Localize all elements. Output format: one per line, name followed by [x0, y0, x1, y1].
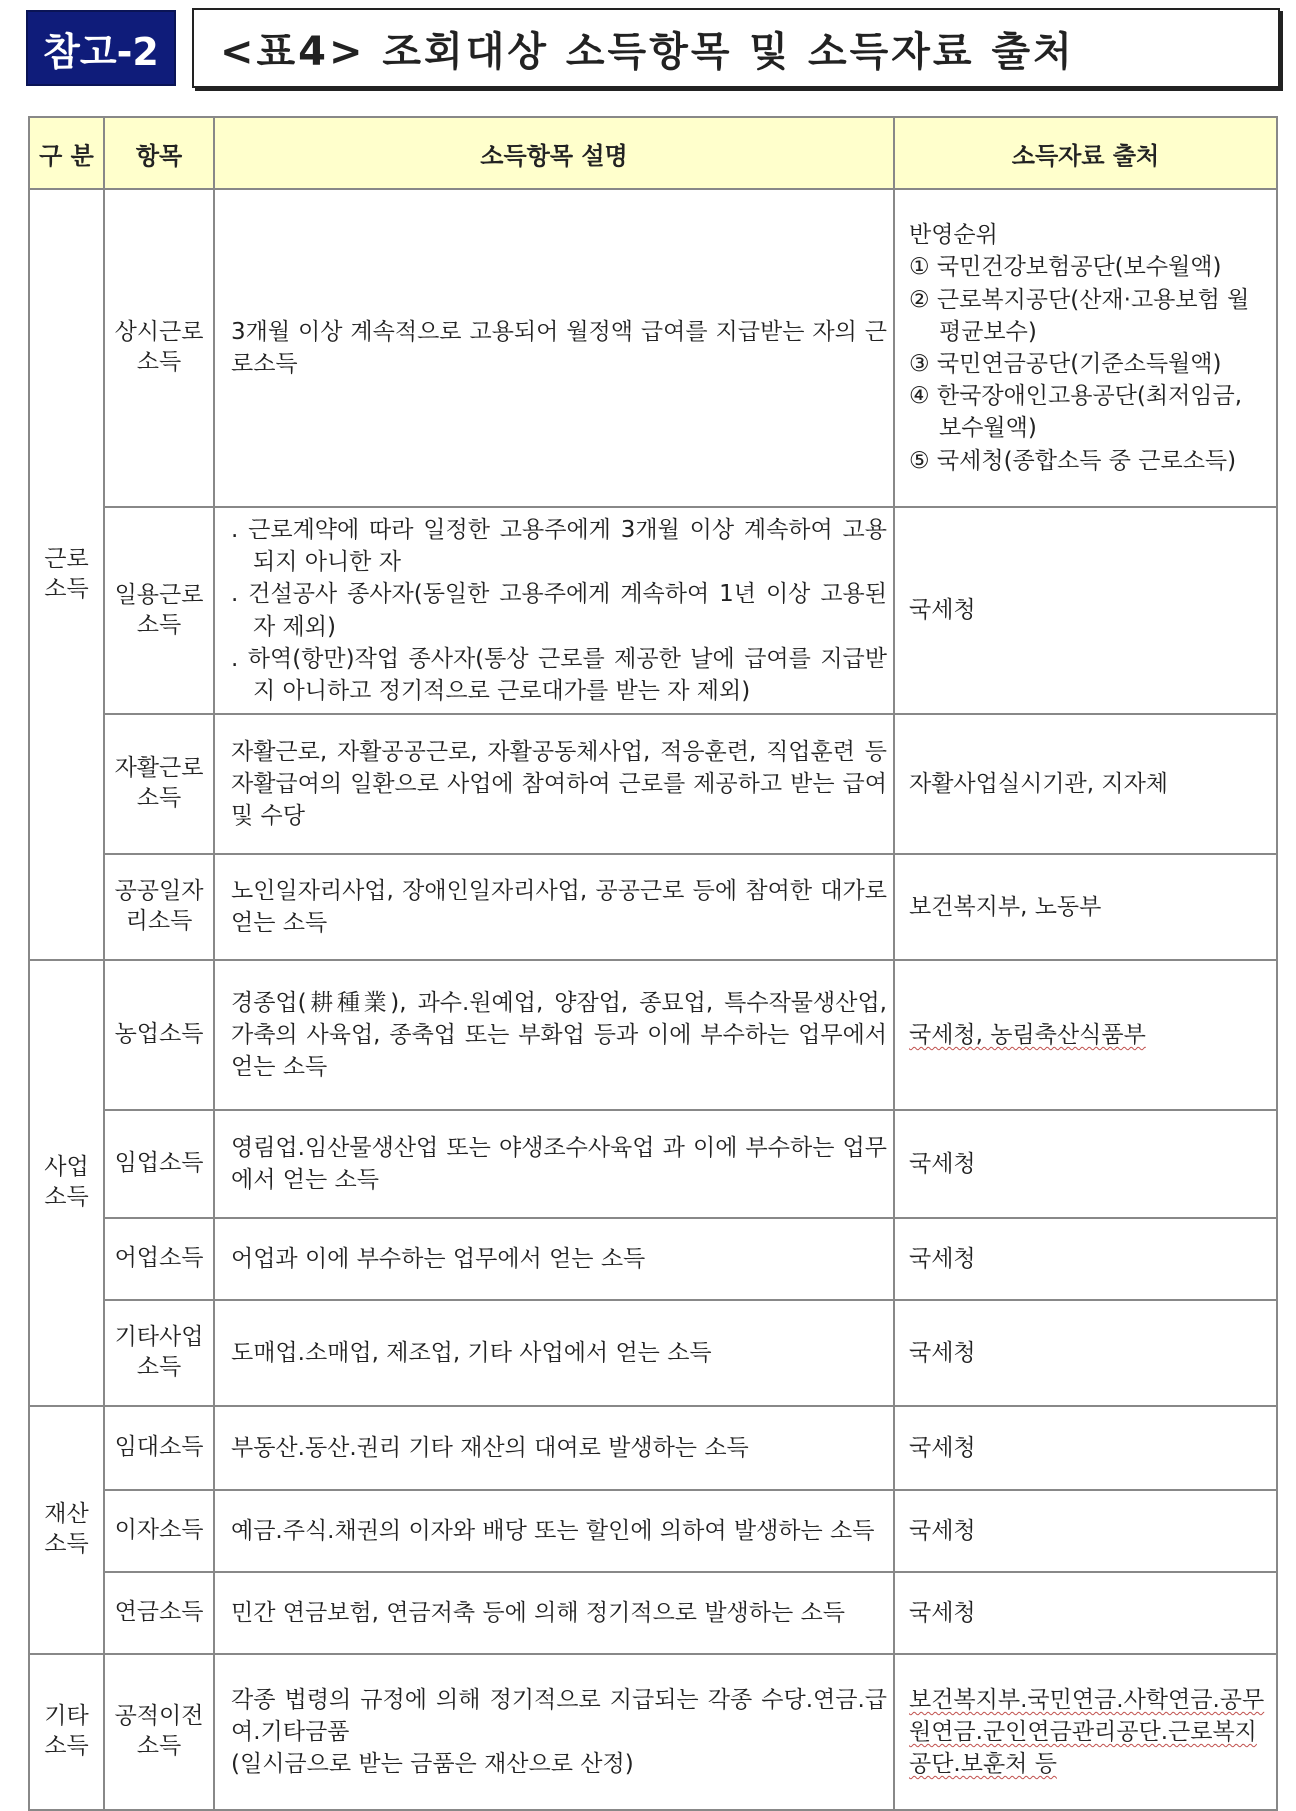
description-cell [214, 1110, 894, 1218]
table-header-row [29, 117, 1277, 189]
item-label: 자활근로 소득 [114, 755, 204, 812]
description-cell [214, 854, 894, 960]
category-label: 근로 소득 [44, 545, 89, 602]
description-note: (일시금으로 받는 금품은 재산으로 산정) [231, 1751, 634, 1778]
category-label: 재산 소득 [44, 1501, 89, 1558]
description-text: 민간 연금보험, 연금저축 등에 의해 정기적으로 발생하는 소득 [231, 1600, 845, 1627]
source-text: 국세청 [909, 1600, 976, 1627]
category-cell [29, 1654, 104, 1810]
source-priority-title: 반영순위 [909, 222, 998, 249]
item-cell [104, 714, 214, 854]
source-cell [894, 1300, 1277, 1406]
description-cell [214, 507, 894, 714]
table-row [29, 1300, 1277, 1406]
source-list-item: ① 국민건강보험공단(보수월액) [909, 254, 1222, 281]
description-cell [214, 960, 894, 1110]
category-label: 사업 소득 [44, 1154, 89, 1211]
source-list-item: ③ 국민연금공단(기준소득월액) [909, 351, 1222, 377]
item-cell [104, 1654, 214, 1810]
source-cell [894, 507, 1277, 714]
table-row [29, 1654, 1277, 1810]
description-text: 노인일자리사업, 장애인일자리사업, 공공근로 등에 참여한 대가로 얻는 소득 [231, 877, 887, 937]
source-cell [894, 189, 1277, 507]
description-text: 도매업.소매업, 제조업, 기타 사업에서 얻는 소득 [231, 1340, 712, 1367]
source-cell [894, 1110, 1277, 1218]
table-row [29, 1218, 1277, 1300]
item-cell [104, 507, 214, 714]
source-cell [894, 1572, 1277, 1654]
item-cell [104, 1572, 214, 1654]
description-cell [214, 1572, 894, 1654]
item-label: 임대소득 [114, 1434, 204, 1461]
income-source-table [28, 116, 1278, 1811]
item-label: 이자소득 [114, 1517, 204, 1544]
description-text: 어업과 이에 부수하는 업무에서 얻는 소득 [231, 1246, 646, 1273]
description-text: 각종 법령의 규정에 의해 정기적으로 지급되는 각종 수당.연금.급여.기타금품 [231, 1686, 887, 1746]
item-cell [104, 1406, 214, 1490]
item-label: 상시근로 소득 [114, 319, 204, 375]
table-row [29, 854, 1277, 960]
source-list-item: ④ 한국장애인고용공단(최저임금, 보수월액) [909, 383, 1243, 442]
item-label: 농업소득 [114, 1021, 204, 1048]
description-cell [214, 1300, 894, 1406]
description-text: 경종업(耕種業), 과수.원예업, 양잠업, 종묘업, 특수작물생산업, 가축의 사육업, 종축업 또는 부화업 등과 이에 부수하는 업무에서 얻는 소득 [231, 989, 887, 1081]
item-label: 공공일자 리소득 [114, 878, 204, 935]
description-cell [214, 714, 894, 854]
source-cell [894, 1406, 1277, 1490]
item-cell [104, 960, 214, 1110]
table-row [29, 1572, 1277, 1654]
source-cell [894, 960, 1277, 1110]
item-cell [104, 1218, 214, 1300]
reference-badge: 참고-2 [26, 10, 176, 86]
table-row [29, 960, 1277, 1110]
source-list-item: ② 근로복지공단(산재·고용보험 월평균보수) [909, 286, 1250, 345]
header-item: 항목 [104, 117, 214, 189]
source-text: 보건복지부.국민연금.사학연금.공무원연금.군인연금관리공단.근로복지공단.보훈처 등 [909, 1686, 1265, 1778]
source-text: 국세청 [909, 1518, 976, 1545]
description-text: 3개월 이상 계속적으로 고용되어 월정액 급여를 지급받는 자의 근로소득 [231, 318, 887, 377]
item-cell [104, 1300, 214, 1406]
description-text: 영림업.임산물생산업 또는 야생조수사육업 과 이에 부수하는 업무에서 얻는 소득 [231, 1134, 887, 1194]
description-text: 예금.주식.채권의 이자와 배당 또는 할인에 의하여 발생하는 소득 [231, 1518, 875, 1545]
item-cell [104, 1110, 214, 1218]
header-description: 소득항목 설명 [214, 117, 894, 189]
item-label: 어업소득 [114, 1245, 204, 1272]
table-row [29, 189, 1277, 507]
description-bullet: . 건설공사 종사자(동일한 고용주에게 계속하여 1년 이상 고용된 자 제외) [231, 581, 887, 640]
category-cell [29, 1406, 104, 1654]
description-cell [214, 1218, 894, 1300]
table-row [29, 1490, 1277, 1572]
source-cell [894, 714, 1277, 854]
item-label: 일용근로 소득 [114, 581, 204, 638]
source-text: 국세청 [909, 1435, 976, 1462]
header-category: 구 분 [29, 117, 104, 189]
header-source: 소득자료 출처 [894, 117, 1277, 189]
description-bullet: . 하역(항만)작업 종사자(통상 근로를 제공한 날에 급여를 지급받지 아니하고 정기적으로 근로대가를 받는 자 제외) [231, 645, 887, 704]
description-bullet: . 근로계약에 따라 일정한 고용주에게 3개월 이상 계속하여 고용되지 아니한 자 [231, 517, 887, 576]
source-text: 국세청 [909, 597, 976, 624]
item-label: 임업소득 [114, 1150, 204, 1177]
source-list-item: ⑤ 국세청(종합소득 중 근로소득) [909, 447, 1237, 474]
source-text: 보건복지부, 노동부 [909, 894, 1102, 921]
source-text: 국세청 [909, 1340, 976, 1367]
table-row [29, 507, 1277, 714]
source-cell [894, 1654, 1277, 1810]
item-cell [104, 1490, 214, 1572]
source-cell [894, 1218, 1277, 1300]
category-cell [29, 960, 104, 1406]
description-text: 부동산.동산.권리 기타 재산의 대여로 발생하는 소득 [231, 1435, 749, 1462]
item-label: 공적이전 소득 [114, 1703, 204, 1760]
description-text: 자활근로, 자활공공근로, 자활공동체사업, 적응훈련, 직업훈련 등 자활급여의 일환으로 사업에 참여하여 근로를 제공하고 받는 급여 및 수당 [231, 738, 887, 830]
source-text: 국세청 [909, 1151, 976, 1178]
description-cell [214, 189, 894, 507]
item-cell [104, 189, 214, 507]
description-cell [214, 1490, 894, 1572]
table-title: <표4> 조회대상 소득항목 및 소득자료 출처 [192, 8, 1280, 88]
table-row [29, 1406, 1277, 1490]
description-cell [214, 1654, 894, 1810]
source-cell [894, 1490, 1277, 1572]
description-cell [214, 1406, 894, 1490]
category-label: 기타 소득 [44, 1703, 89, 1760]
source-cell [894, 854, 1277, 960]
category-cell [29, 189, 104, 960]
table-row [29, 714, 1277, 854]
table-row [29, 1110, 1277, 1218]
source-text: 국세청 [909, 1246, 976, 1273]
item-label: 연금소득 [114, 1599, 204, 1626]
item-label: 기타사업 소득 [114, 1324, 204, 1381]
source-text: 국세청, 농림축산식품부 [909, 1022, 1146, 1049]
item-cell [104, 854, 214, 960]
source-text: 자활사업실시기관, 지자체 [909, 771, 1169, 798]
